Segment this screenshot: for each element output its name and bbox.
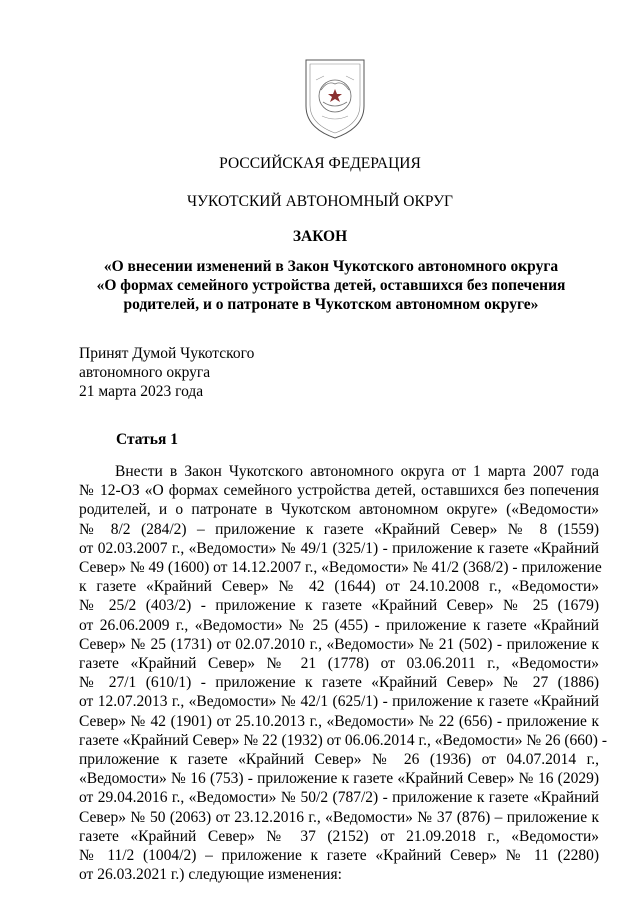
article-body (79, 462, 607, 884)
body-line: родителей, и о патронате в Чукотском автономном округе» («Ведомости» (79, 501, 599, 519)
body-line: Север» № 42 (1901) от 25.10.2013 г., «Ведомости» № 22 (656) - приложение к (79, 712, 599, 730)
body-line: Север» № 25 (1731) от 02.07.2010 г., «Ведомости» № 21 (502) - приложение к (79, 635, 599, 653)
body-line: газете «Крайний Север» № 22 (1932) от 06.06.2014 г., «Ведомости» № 26 (660) - (79, 731, 607, 749)
adoption-line: Принят Думой Чукотского (79, 345, 255, 362)
body-line: к газете «Крайний Север» № 42 (1644) от 24.10.2008 г., «Ведомости» (79, 578, 599, 596)
body-line: от 12.07.2013 г., «Ведомости» № 42/1 (625/1) - приложение к газете «Крайний (79, 693, 599, 711)
body-line: Север» № 49 (1600) от 14.12.2007 г., «Ведомости» № 41/2 (368/2) - приложение (79, 559, 602, 577)
body-line: № 25/2 (403/2) - приложение к газете «Крайний Север» № 25 (1679) (79, 597, 599, 615)
body-line: Внести в Закон Чукотского автономного округа от 1 марта 2007 года (115, 463, 599, 480)
document-type-heading: ЗАКОН (292, 228, 348, 245)
body-line: № 11/2 (1004/2) – приложение к газете «Крайний Север» № 11 (2280) (79, 847, 599, 865)
article-heading: Статья 1 (116, 431, 178, 448)
coat-of-arms-icon (302, 58, 368, 140)
body-line: от 26.06.2009 г., «Ведомости» № 25 (455) - приложение к газете «Крайний (79, 616, 599, 634)
region-heading: ЧУКОТСКИЙ АВТОНОМНЫЙ ОКРУГ (186, 193, 454, 210)
body-line: Север» № 50 (2063) от 23.12.2016 г., «Ведомости» № 37 (876) – приложение к (79, 808, 599, 826)
body-line: газете «Крайний Север» № 37 (2152) от 21.09.2018 г., «Ведомости» (79, 827, 599, 845)
body-line: № 8/2 (284/2) – приложение к газете «Крайний Север» № 8 (1559) (79, 520, 599, 538)
body-line: газете «Крайний Север» № 21 (1778) от 03.06.2011 г., «Ведомости» (79, 655, 599, 673)
body-line: от 02.03.2007 г., «Ведомости» № 49/1 (325/1) - приложение к газете «Крайний (79, 539, 599, 557)
adoption-note (79, 344, 254, 401)
body-line: приложение к газете «Крайний Север» № 26 (1936) от 04.07.2014 г., (79, 751, 599, 769)
body-line: от 29.04.2016 г., «Ведомости» № 50/2 (787/2) - приложение к газете «Крайний (79, 789, 599, 807)
body-line: № 27/1 (610/1) - приложение к газете «Крайний Север» № 27 (1886) (79, 674, 599, 692)
law-title-line: «О формах семейного устройства детей, оставшихся без попечения (96, 277, 566, 294)
law-title-line: родителей, и о патронате в Чукотском автономном округе» (123, 296, 539, 313)
adoption-line: автономного округа (79, 364, 211, 381)
body-line: № 12-ОЗ «О формах семейного устройства детей, оставшихся без попечения (79, 482, 599, 500)
country-heading: РОССИЙСКАЯ ФЕДЕРАЦИЯ (219, 155, 421, 172)
law-title (96, 257, 566, 314)
body-line: от 26.03.2021 г.) следующие изменения: (79, 866, 342, 884)
body-line: «Ведомости» № 16 (753) - приложение к газете «Крайний Север» № 16 (2029) (79, 770, 599, 788)
law-title-line: «О внесении изменений в Закон Чукотского автономного округа (103, 258, 559, 275)
adoption-date: 21 марта 2023 года (79, 383, 204, 400)
